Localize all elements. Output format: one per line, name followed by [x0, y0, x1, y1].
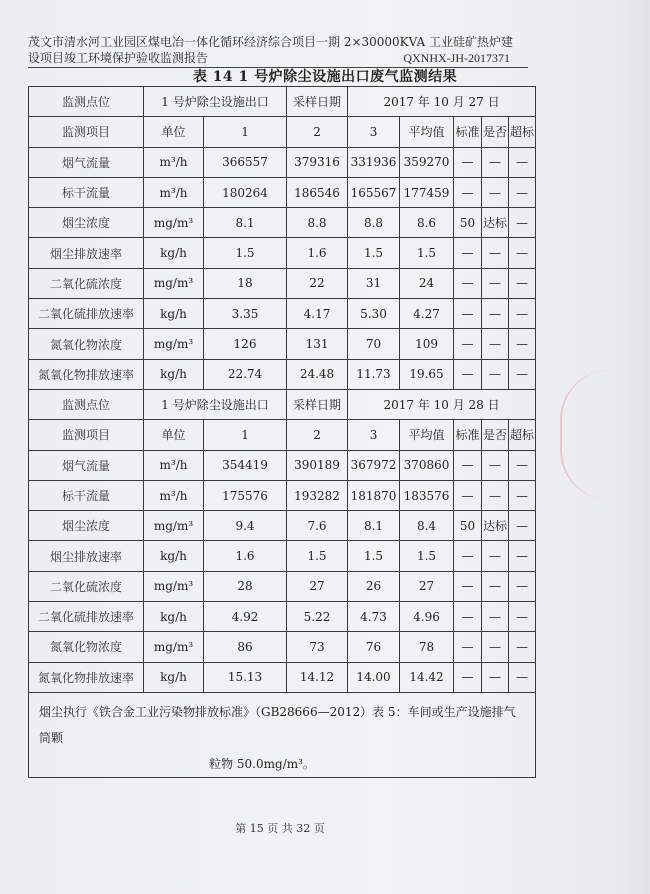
header-project-title: 茂文市清水河工业园区煤电冶一体化循环经济综合项目一期 2×30000KVA 工业硅矿热炉建	[28, 35, 513, 49]
column-header: 监测项目	[29, 420, 144, 450]
item-label: 烟尘浓度	[29, 208, 144, 238]
column-header: 2	[287, 117, 348, 147]
table-cell: 24	[400, 268, 454, 298]
table-cell: —	[482, 480, 509, 510]
table-row	[29, 147, 536, 177]
column-header: 是否	[482, 420, 509, 450]
item-label: 二氧化硫排放速率	[29, 602, 144, 632]
date-value: 2017 年 10 月 27 日	[348, 87, 536, 117]
column-header: 单位	[144, 117, 204, 147]
table-cell: 31	[348, 268, 400, 298]
table-cell: 1.5	[287, 541, 348, 571]
table-cell: —	[482, 238, 509, 268]
header-report-name: 设项目竣工环境保护验收监测报告	[28, 51, 209, 65]
column-header: 1	[204, 420, 287, 450]
table-cell: 379316	[287, 147, 348, 177]
item-label: 二氧化硫排放速率	[29, 299, 144, 329]
header-doc-number: QXNHX-JH-2017371	[403, 51, 510, 65]
item-label: 烟尘排放速率	[29, 541, 144, 571]
table-cell: 27	[400, 571, 454, 601]
monitoring-results-table	[28, 86, 536, 778]
table-cell: 50	[454, 511, 482, 541]
table-row	[29, 177, 536, 207]
column-header: 平均值	[400, 420, 454, 450]
table-cell: 181870	[348, 480, 400, 510]
table-cell: 15.13	[204, 662, 287, 692]
table-cell: 4.92	[204, 602, 287, 632]
table-cell: 331936	[348, 147, 400, 177]
table-cell: 5.22	[287, 602, 348, 632]
table-cell: —	[509, 299, 536, 329]
item-label: 二氧化硫浓度	[29, 571, 144, 601]
column-header: 3	[348, 117, 400, 147]
table-cell: —	[482, 541, 509, 571]
table-cell: 8.1	[204, 208, 287, 238]
table-cell: 5.30	[348, 299, 400, 329]
table-cell: m³/h	[144, 450, 204, 480]
table-cell: —	[509, 359, 536, 389]
table-info-row	[29, 389, 536, 419]
table-cell: 9.4	[204, 511, 287, 541]
table-row	[29, 602, 536, 632]
table-cell: —	[482, 299, 509, 329]
table-cell: 76	[348, 632, 400, 662]
table-cell: m³/h	[144, 177, 204, 207]
table-row	[29, 632, 536, 662]
table-cell: —	[454, 662, 482, 692]
note-line1: 烟尘执行《铁合金工业污染物排放标准》（GB28666—2012）表 5：车间或生产设施排气筒颗	[39, 704, 516, 745]
column-header: 2	[287, 420, 348, 450]
table-cell: —	[509, 238, 536, 268]
standard-note	[29, 692, 536, 777]
table-cell: 175576	[204, 480, 287, 510]
table-cell: 354419	[204, 450, 287, 480]
table-cell: 73	[287, 632, 348, 662]
table-cell: kg/h	[144, 359, 204, 389]
table-body	[29, 87, 536, 778]
table-cell: —	[509, 571, 536, 601]
page-number: 第 15 页 共 32 页	[235, 822, 325, 835]
table-cell: 8.8	[287, 208, 348, 238]
table-row	[29, 359, 536, 389]
item-label: 氮氧化物排放速率	[29, 359, 144, 389]
table-cell: kg/h	[144, 662, 204, 692]
table-cell: 131	[287, 329, 348, 359]
table-cell: m³/h	[144, 147, 204, 177]
table-cell: —	[509, 662, 536, 692]
table-info-row	[29, 87, 536, 117]
table-cell: 3.35	[204, 299, 287, 329]
item-label: 氮氧化物排放速率	[29, 662, 144, 692]
table-cell: 70	[348, 329, 400, 359]
table-cell: m³/h	[144, 480, 204, 510]
table-cell: 4.73	[348, 602, 400, 632]
table-row	[29, 541, 536, 571]
table-row	[29, 511, 536, 541]
table-cell: 11.73	[348, 359, 400, 389]
column-header: 平均值	[400, 117, 454, 147]
table-cell: —	[482, 602, 509, 632]
table-cell: kg/h	[144, 602, 204, 632]
table-cell: mg/m³	[144, 208, 204, 238]
table-row	[29, 571, 536, 601]
table-cell: 14.42	[400, 662, 454, 692]
table-header-row	[29, 117, 536, 147]
table-cell: —	[454, 571, 482, 601]
table-cell: 22.74	[204, 359, 287, 389]
table-cell: —	[482, 632, 509, 662]
table-cell: —	[482, 268, 509, 298]
table-cell: —	[454, 450, 482, 480]
table-cell: 367972	[348, 450, 400, 480]
table-header-row	[29, 420, 536, 450]
table-cell: —	[482, 359, 509, 389]
table-row	[29, 480, 536, 510]
table-row	[29, 238, 536, 268]
table-cell: —	[509, 480, 536, 510]
table-cell: 27	[287, 571, 348, 601]
table-cell: —	[509, 208, 536, 238]
point-label: 监测点位	[29, 87, 144, 117]
date-label: 采样日期	[287, 87, 348, 117]
table-cell: 1.5	[348, 238, 400, 268]
item-label: 烟尘排放速率	[29, 238, 144, 268]
table-cell: 86	[204, 632, 287, 662]
table-cell: —	[454, 177, 482, 207]
table-cell: 14.00	[348, 662, 400, 692]
table-cell: mg/m³	[144, 632, 204, 662]
table-cell: mg/m³	[144, 511, 204, 541]
table-row	[29, 268, 536, 298]
table-cell: 186546	[287, 177, 348, 207]
table-cell: 1.5	[400, 541, 454, 571]
table-cell: 4.17	[287, 299, 348, 329]
item-label: 二氧化硫浓度	[29, 268, 144, 298]
table-cell: 22	[287, 268, 348, 298]
table-cell: 183576	[400, 480, 454, 510]
table-cell: 8.1	[348, 511, 400, 541]
table-cell: 370860	[400, 450, 454, 480]
column-header: 超标	[509, 420, 536, 450]
item-label: 氮氧化物浓度	[29, 329, 144, 359]
table-cell: —	[509, 450, 536, 480]
column-header: 超标	[509, 117, 536, 147]
table-cell: 180264	[204, 177, 287, 207]
item-label: 标干流量	[29, 177, 144, 207]
table-cell: 366557	[204, 147, 287, 177]
table-cell: mg/m³	[144, 571, 204, 601]
table-cell: —	[509, 511, 536, 541]
table-row	[29, 299, 536, 329]
table-cell: —	[482, 177, 509, 207]
table-cell: —	[509, 632, 536, 662]
table-cell: 165567	[348, 177, 400, 207]
table-cell: 4.27	[400, 299, 454, 329]
table-cell: 14.12	[287, 662, 348, 692]
item-label: 氮氧化物浓度	[29, 632, 144, 662]
note-line2: 粒物 50.0mg/m³。	[209, 756, 315, 771]
table-cell: 24.48	[287, 359, 348, 389]
table-row	[29, 329, 536, 359]
table-cell: 1.5	[348, 541, 400, 571]
table-cell: —	[482, 450, 509, 480]
table-cell: 19.65	[400, 359, 454, 389]
table-cell: 8.8	[348, 208, 400, 238]
table-cell: —	[509, 177, 536, 207]
table-cell: 109	[400, 329, 454, 359]
table-cell: mg/m³	[144, 268, 204, 298]
table-cell: —	[454, 299, 482, 329]
table-cell: kg/h	[144, 541, 204, 571]
table-cell: 78	[400, 632, 454, 662]
table-cell: —	[509, 147, 536, 177]
table-cell: 1.6	[204, 541, 287, 571]
column-header: 单位	[144, 420, 204, 450]
page-edge-shadow	[604, 0, 650, 894]
table-cell: —	[454, 359, 482, 389]
point-value: 1 号炉除尘设施出口	[144, 389, 287, 419]
point-label: 监测点位	[29, 389, 144, 419]
table-cell: —	[454, 268, 482, 298]
table-cell: 18	[204, 268, 287, 298]
table-cell: —	[509, 541, 536, 571]
table-cell: 1.6	[287, 238, 348, 268]
table-cell: 1.5	[204, 238, 287, 268]
table-cell: 达标	[482, 208, 509, 238]
column-header: 1	[204, 117, 287, 147]
date-value: 2017 年 10 月 28 日	[348, 389, 536, 419]
table-row	[29, 450, 536, 480]
table-cell: —	[509, 329, 536, 359]
table-cell: 193282	[287, 480, 348, 510]
note-row	[29, 692, 536, 777]
table-cell: 达标	[482, 511, 509, 541]
table-cell: —	[454, 147, 482, 177]
table-cell: 359270	[400, 147, 454, 177]
table-cell: mg/m³	[144, 329, 204, 359]
table-row	[29, 662, 536, 692]
column-header: 标准	[454, 420, 482, 450]
item-label: 烟尘浓度	[29, 511, 144, 541]
table-cell: 50	[454, 208, 482, 238]
table-cell: 8.4	[400, 511, 454, 541]
table-cell: —	[454, 632, 482, 662]
table-cell: kg/h	[144, 299, 204, 329]
table-cell: —	[482, 662, 509, 692]
table-cell: —	[509, 602, 536, 632]
table-cell: —	[482, 571, 509, 601]
column-header: 监测项目	[29, 117, 144, 147]
item-label: 烟气流量	[29, 147, 144, 177]
table-cell: 177459	[400, 177, 454, 207]
table-row	[29, 208, 536, 238]
table-cell: 8.6	[400, 208, 454, 238]
table-cell: —	[454, 480, 482, 510]
table-title: 表 14 1 号炉除尘设施出口废气监测结果	[192, 69, 458, 85]
table-cell: —	[482, 147, 509, 177]
table-cell: 4.96	[400, 602, 454, 632]
table-cell: 390189	[287, 450, 348, 480]
report-header	[28, 34, 528, 68]
table-cell: 126	[204, 329, 287, 359]
point-value: 1 号炉除尘设施出口	[144, 87, 287, 117]
table-cell: —	[454, 541, 482, 571]
table-cell: 28	[204, 571, 287, 601]
item-label: 烟气流量	[29, 450, 144, 480]
table-cell: —	[509, 268, 536, 298]
table-cell: 1.5	[400, 238, 454, 268]
item-label: 标干流量	[29, 480, 144, 510]
table-cell: kg/h	[144, 238, 204, 268]
date-label: 采样日期	[287, 389, 348, 419]
column-header: 是否	[482, 117, 509, 147]
table-cell: —	[454, 238, 482, 268]
column-header: 标准	[454, 117, 482, 147]
table-cell: 7.6	[287, 511, 348, 541]
table-cell: —	[454, 602, 482, 632]
table-cell: —	[482, 329, 509, 359]
table-cell: 26	[348, 571, 400, 601]
table-cell: —	[454, 329, 482, 359]
column-header: 3	[348, 420, 400, 450]
